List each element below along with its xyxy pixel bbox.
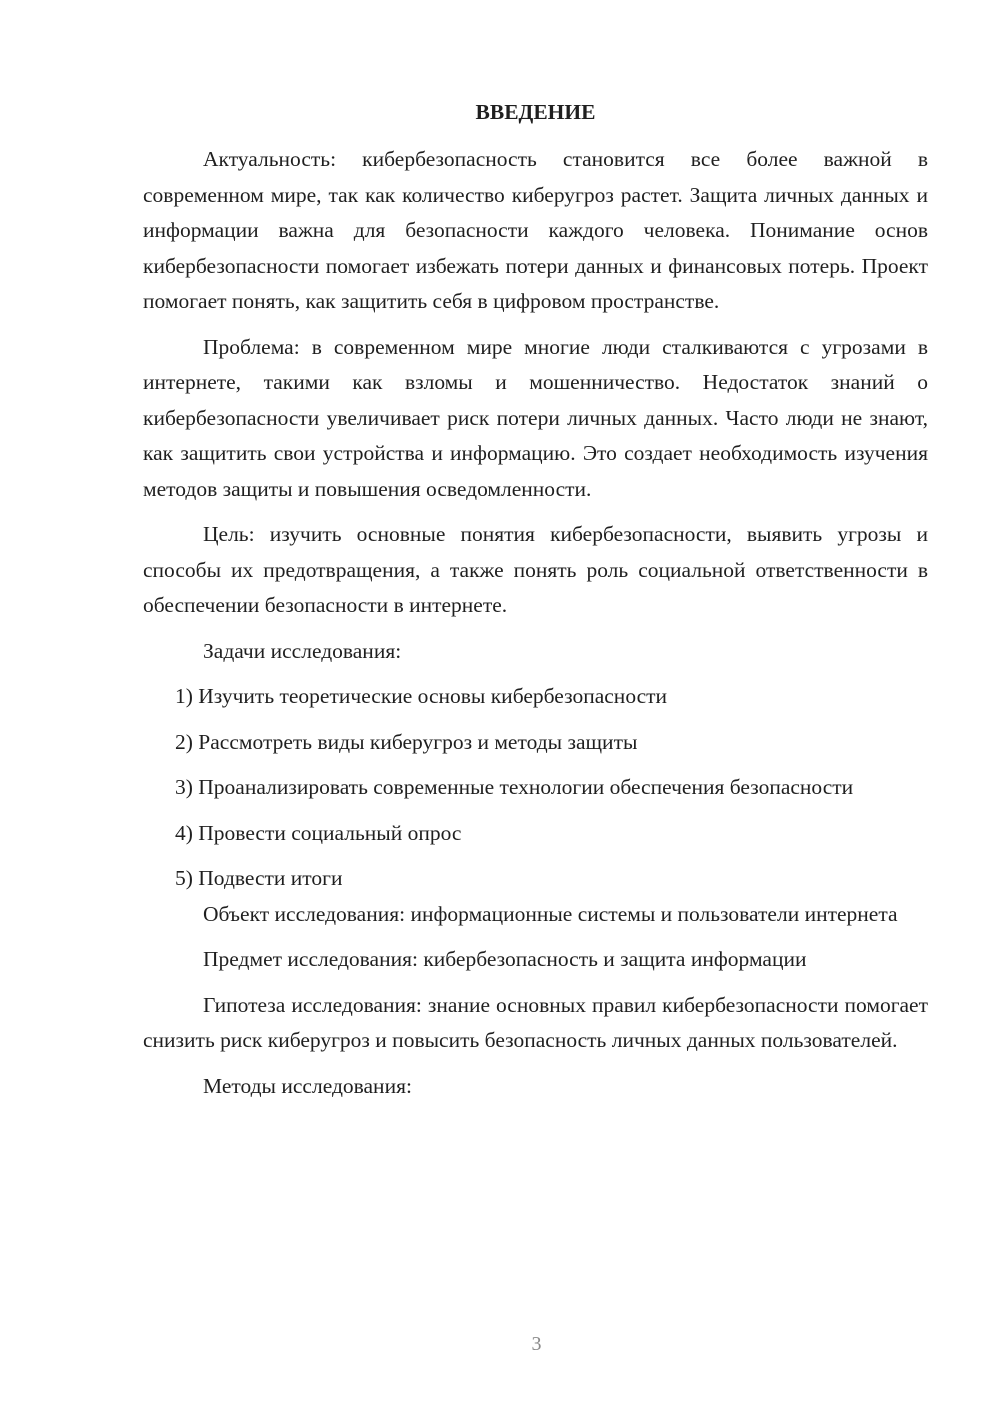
object-paragraph: Объект исследования: информационные системы и пользователи интернета: [203, 901, 898, 926]
task-item-3: 3) Проанализировать современные технологии обеспечения безопасности: [175, 775, 854, 799]
problem-paragraph: Проблема: в современном мире многие люди сталкиваются с угрозами в интернете, такими как взломы и мошенничество. Недостаток знаний о кибербезопасности увеличивает риск потери личных данных. Часто люди не знают, как защитить свои устройства и информацию. Это создает необходимость изучения методов защиты и повышения осведомленности.: [143, 334, 928, 501]
task-item-5: 5) Подвести итоги: [175, 866, 343, 890]
task-item-1: 1) Изучить теоретические основы кибербезопасности: [175, 684, 668, 708]
document-body: [143, 95, 928, 1104]
subject-paragraph: Предмет исследования: кибербезопасность и защита информации: [203, 947, 807, 971]
task-item-4: 4) Провести социальный опрос: [175, 820, 462, 845]
goal-paragraph: Цель: изучить основные понятия кибербезопасности, выявить угрозы и способы их предотвращения, а также понять роль социальной ответственности в обеспечении безопасности в интернете.: [143, 522, 928, 617]
relevance-paragraph: Актуальность: кибербезопасность становится все более важной в современном мире, так как количество киберугроз растет. Защита личных данных и информации важна для безопасности каждого человека. Понимание основ кибербезопасности помогает избежать потери данных и финансовых потерь. Проект помогает понять, как защитить себя в цифровом пространстве.: [143, 147, 928, 313]
methods-heading: Методы исследования:: [203, 1073, 412, 1098]
page-number: 3: [531, 1333, 542, 1355]
hypothesis-paragraph: Гипотеза исследования: знание основных правил кибербезопасности помогает снизить риск киберугроз и повысить безопасность личных данных пользователей.: [143, 992, 928, 1052]
page-title: ВВЕДЕНИЕ: [475, 100, 596, 124]
task-item-2: 2) Рассмотреть виды киберугроз и методы защиты: [175, 729, 638, 754]
tasks-heading: Задачи исследования:: [203, 638, 402, 663]
